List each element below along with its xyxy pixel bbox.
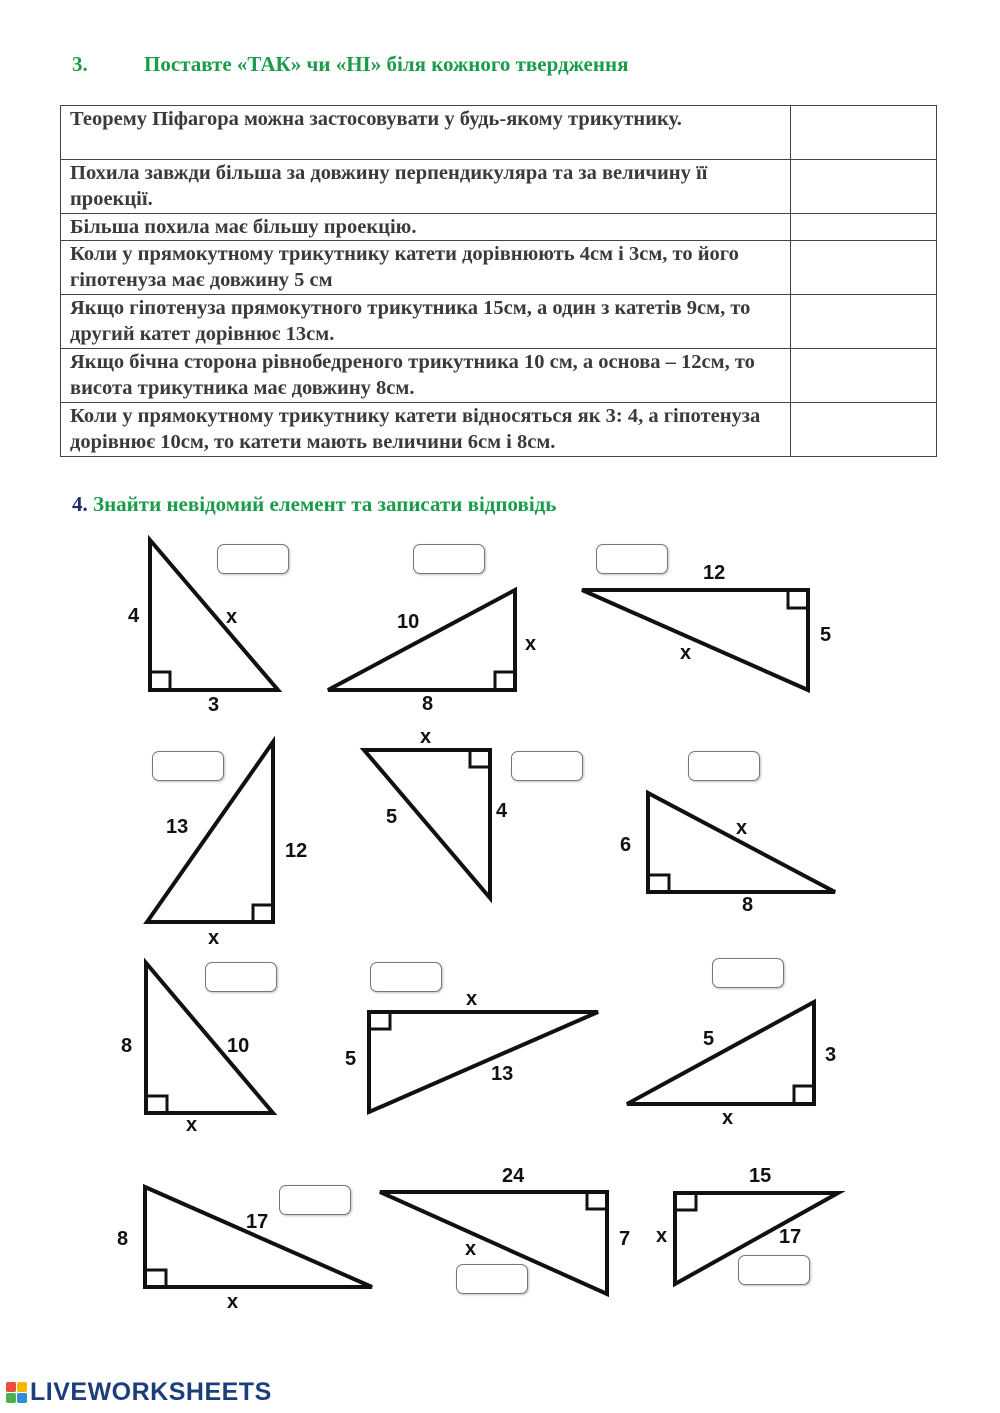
- triangle-2: [328, 590, 515, 690]
- side-label: x: [466, 988, 478, 1010]
- side-label: x: [420, 726, 432, 748]
- side-label: 17: [246, 1211, 269, 1233]
- side-label: x: [656, 1225, 668, 1247]
- answer-input-6[interactable]: [688, 751, 760, 781]
- side-label: x: [208, 927, 220, 949]
- side-label: x: [525, 633, 537, 655]
- side-label: 7: [619, 1228, 631, 1250]
- side-label: x: [226, 606, 238, 628]
- right-angle-mark: [675, 1193, 696, 1210]
- answer-input-8[interactable]: [370, 962, 442, 992]
- answer-input-4[interactable]: [152, 751, 224, 781]
- side-label: 10: [397, 611, 420, 633]
- answer-input-10[interactable]: [279, 1185, 351, 1215]
- side-label: x: [227, 1291, 239, 1313]
- answer-input-2[interactable]: [413, 544, 485, 574]
- side-label: 8: [422, 693, 434, 715]
- side-label: x: [465, 1238, 477, 1260]
- right-angle-mark: [587, 1192, 607, 1209]
- side-label: 8: [117, 1228, 129, 1250]
- triangle-3: [582, 590, 808, 690]
- side-label: 8: [121, 1035, 133, 1057]
- answer-input-9[interactable]: [712, 958, 784, 988]
- statement-text: Теорему Піфагора можна застосовувати у будь-якому трикутнику.: [61, 106, 791, 160]
- side-label: 10: [227, 1035, 250, 1057]
- triangle-9: [627, 1002, 814, 1104]
- right-angle-mark: [788, 590, 808, 608]
- side-label: 5: [386, 806, 398, 828]
- side-label: 5: [703, 1028, 715, 1050]
- side-label: x: [722, 1107, 734, 1129]
- side-label: 6: [620, 834, 632, 856]
- section-4-number: 4.: [72, 492, 88, 516]
- logo-text: LIVEWORKSHEETS: [30, 1378, 272, 1406]
- side-label: x: [186, 1114, 198, 1136]
- side-label: 8: [742, 894, 754, 916]
- answer-input-1[interactable]: [217, 544, 289, 574]
- right-angle-mark: [253, 905, 273, 922]
- answer-input-7[interactable]: [205, 962, 277, 992]
- statement-text: Якщо гіпотенуза прямокутного трикутника 15см, а один з катетів 9см, то другий катет дорівнює 13см.: [61, 295, 791, 349]
- side-label: 12: [285, 840, 308, 862]
- side-label: 13: [166, 816, 189, 838]
- side-label: 3: [208, 694, 220, 716]
- side-label: 5: [345, 1048, 357, 1070]
- right-angle-mark: [369, 1012, 390, 1029]
- statement-text: Коли у прямокутному трикутнику катети відносяться як 3: 4, а гіпотенуза дорівнює 10см, то катети мають величини 6см і 8см.: [61, 403, 791, 457]
- liveworksheets-logo: [6, 1378, 272, 1407]
- logo-square: [17, 1382, 27, 1392]
- side-label: x: [736, 817, 748, 839]
- statement-text: Коли у прямокутному трикутнику катети дорівнюють 4см і 3см, то його гіпотенуза має довжину 5 см: [61, 241, 791, 295]
- statement-text: Похила завжди більша за довжину перпендикуляра та за величину її проекції.: [61, 160, 791, 214]
- side-label: 15: [749, 1165, 772, 1187]
- logo-icon: [6, 1382, 27, 1403]
- right-angle-mark: [150, 672, 170, 690]
- side-label: 4: [128, 605, 140, 627]
- triangle-6: [648, 793, 835, 892]
- statement-text: Більша похила має більшу проекцію.: [61, 214, 791, 241]
- answer-input-11[interactable]: [456, 1264, 528, 1294]
- side-label: 12: [703, 562, 726, 584]
- right-angle-mark: [794, 1086, 814, 1104]
- section-4-title: Знайти невідомий елемент та записати відповідь: [87, 492, 557, 516]
- side-label: 17: [779, 1226, 802, 1248]
- right-angle-mark: [145, 1270, 166, 1287]
- side-label: x: [680, 642, 692, 664]
- answer-input-3[interactable]: [596, 544, 668, 574]
- section-3-number: 3.: [72, 52, 88, 76]
- logo-square: [6, 1393, 16, 1403]
- right-angle-mark: [470, 750, 490, 767]
- answer-input-5[interactable]: [511, 751, 583, 781]
- side-label: 3: [825, 1044, 837, 1066]
- side-label: 5: [820, 624, 832, 646]
- triangle-8: [369, 1012, 598, 1112]
- side-label: 13: [491, 1063, 514, 1085]
- logo-square: [17, 1393, 27, 1403]
- side-label: 4: [496, 800, 508, 822]
- right-angle-mark: [495, 672, 515, 690]
- statement-text: Якщо бічна сторона рівнобедреного трикутника 10 см, а основа – 12см, то висота трикутника має довжину 8см.: [61, 349, 791, 403]
- section-3-title: Поставте «ТАК» чи «НІ» біля кожного твердження: [144, 52, 629, 76]
- side-label: 24: [502, 1165, 525, 1187]
- right-angle-mark: [146, 1096, 167, 1113]
- right-angle-mark: [648, 875, 669, 892]
- triangle-5: [364, 750, 490, 898]
- logo-square: [6, 1382, 16, 1392]
- answer-input-12[interactable]: [738, 1255, 810, 1285]
